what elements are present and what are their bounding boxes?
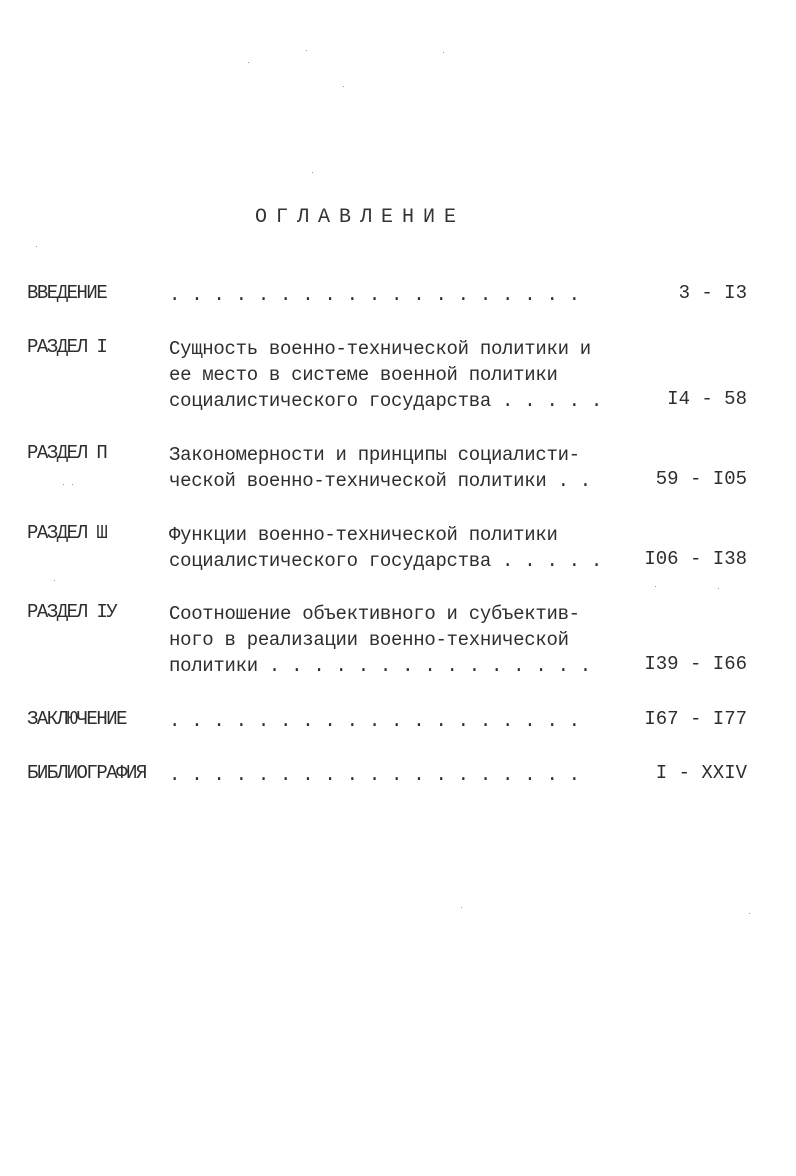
toc-leader-dots: . . . . . . . . . . . . . . . . . . . <box>169 764 580 786</box>
document-title: ОГЛАВЛЕНИЕ <box>254 206 466 229</box>
scan-speck <box>248 62 249 63</box>
toc-entry-text <box>169 336 602 414</box>
toc-entry-line: Функции военно-технической политики <box>169 524 558 546</box>
toc-entry-text <box>169 522 602 574</box>
toc-entry-line: Сущность военно-технической политики и <box>169 338 591 360</box>
scan-speck <box>306 50 307 51</box>
toc-entry-line: Закономерности и принципы социалисти- <box>169 444 580 466</box>
toc-entry-line: Соотношение объективного и субъектив- <box>169 603 580 625</box>
scan-speck <box>461 907 462 908</box>
toc-entry-label: РАЗДЕЛ IУ <box>27 601 117 623</box>
toc-leader-dots: . . . . . . . . . . . . . . . . . . . <box>169 710 580 732</box>
toc-entry-pages: 59 - I05 <box>655 468 747 490</box>
toc-entry-pages: I06 - I38 <box>644 548 747 570</box>
scan-speck <box>54 580 55 581</box>
toc-entry-label: РАЗДЕЛ I <box>27 336 107 358</box>
scan-speck <box>655 586 656 587</box>
toc-entry-label: ВВЕДЕНИЕ <box>27 282 107 304</box>
toc-entry-line: ее место в системе военной политики <box>169 364 558 386</box>
toc-entry-pages: I67 - I77 <box>644 708 747 730</box>
toc-entry-text <box>169 282 599 308</box>
toc-entry-pages: I39 - I66 <box>644 653 747 675</box>
scan-speck <box>72 484 73 485</box>
toc-entry-text <box>169 601 599 679</box>
toc-entry-label: ЗАКЛЮЧЕНИЕ <box>27 708 127 730</box>
toc-entry-line: социалистического государства . . . . . <box>169 550 602 572</box>
toc-entry-text <box>169 708 599 734</box>
toc-entry-line: политики . . . . . . . . . . . . . . . <box>169 655 591 677</box>
toc-entry-text <box>169 762 599 788</box>
toc-entry-pages: 3 - I3 <box>678 282 747 304</box>
toc-entry-pages: I4 - 58 <box>667 388 747 410</box>
scan-speck <box>749 913 750 914</box>
toc-entry-line: ческой военно-технической политики . . <box>169 470 591 492</box>
scan-speck <box>718 588 719 589</box>
toc-entry-label: РАЗДЕЛ П <box>27 442 107 464</box>
scan-speck <box>343 86 344 87</box>
scan-speck <box>443 52 444 53</box>
toc-entry-line: ного в реализации военно-технической <box>169 629 569 651</box>
scan-speck <box>63 484 64 485</box>
toc-entry-line: социалистического государства . . . . . <box>169 390 602 412</box>
scan-speck <box>312 172 313 173</box>
toc-leader-dots: . . . . . . . . . . . . . . . . . . . <box>169 284 580 306</box>
toc-entry-text <box>169 442 599 494</box>
toc-entry-label: РАЗДЕЛ Ш <box>27 522 107 544</box>
toc-entry-label: БИБЛИОГРАФИЯ <box>27 762 146 784</box>
scan-speck <box>36 246 37 247</box>
toc-entry-pages: I - XXIV <box>655 762 747 784</box>
